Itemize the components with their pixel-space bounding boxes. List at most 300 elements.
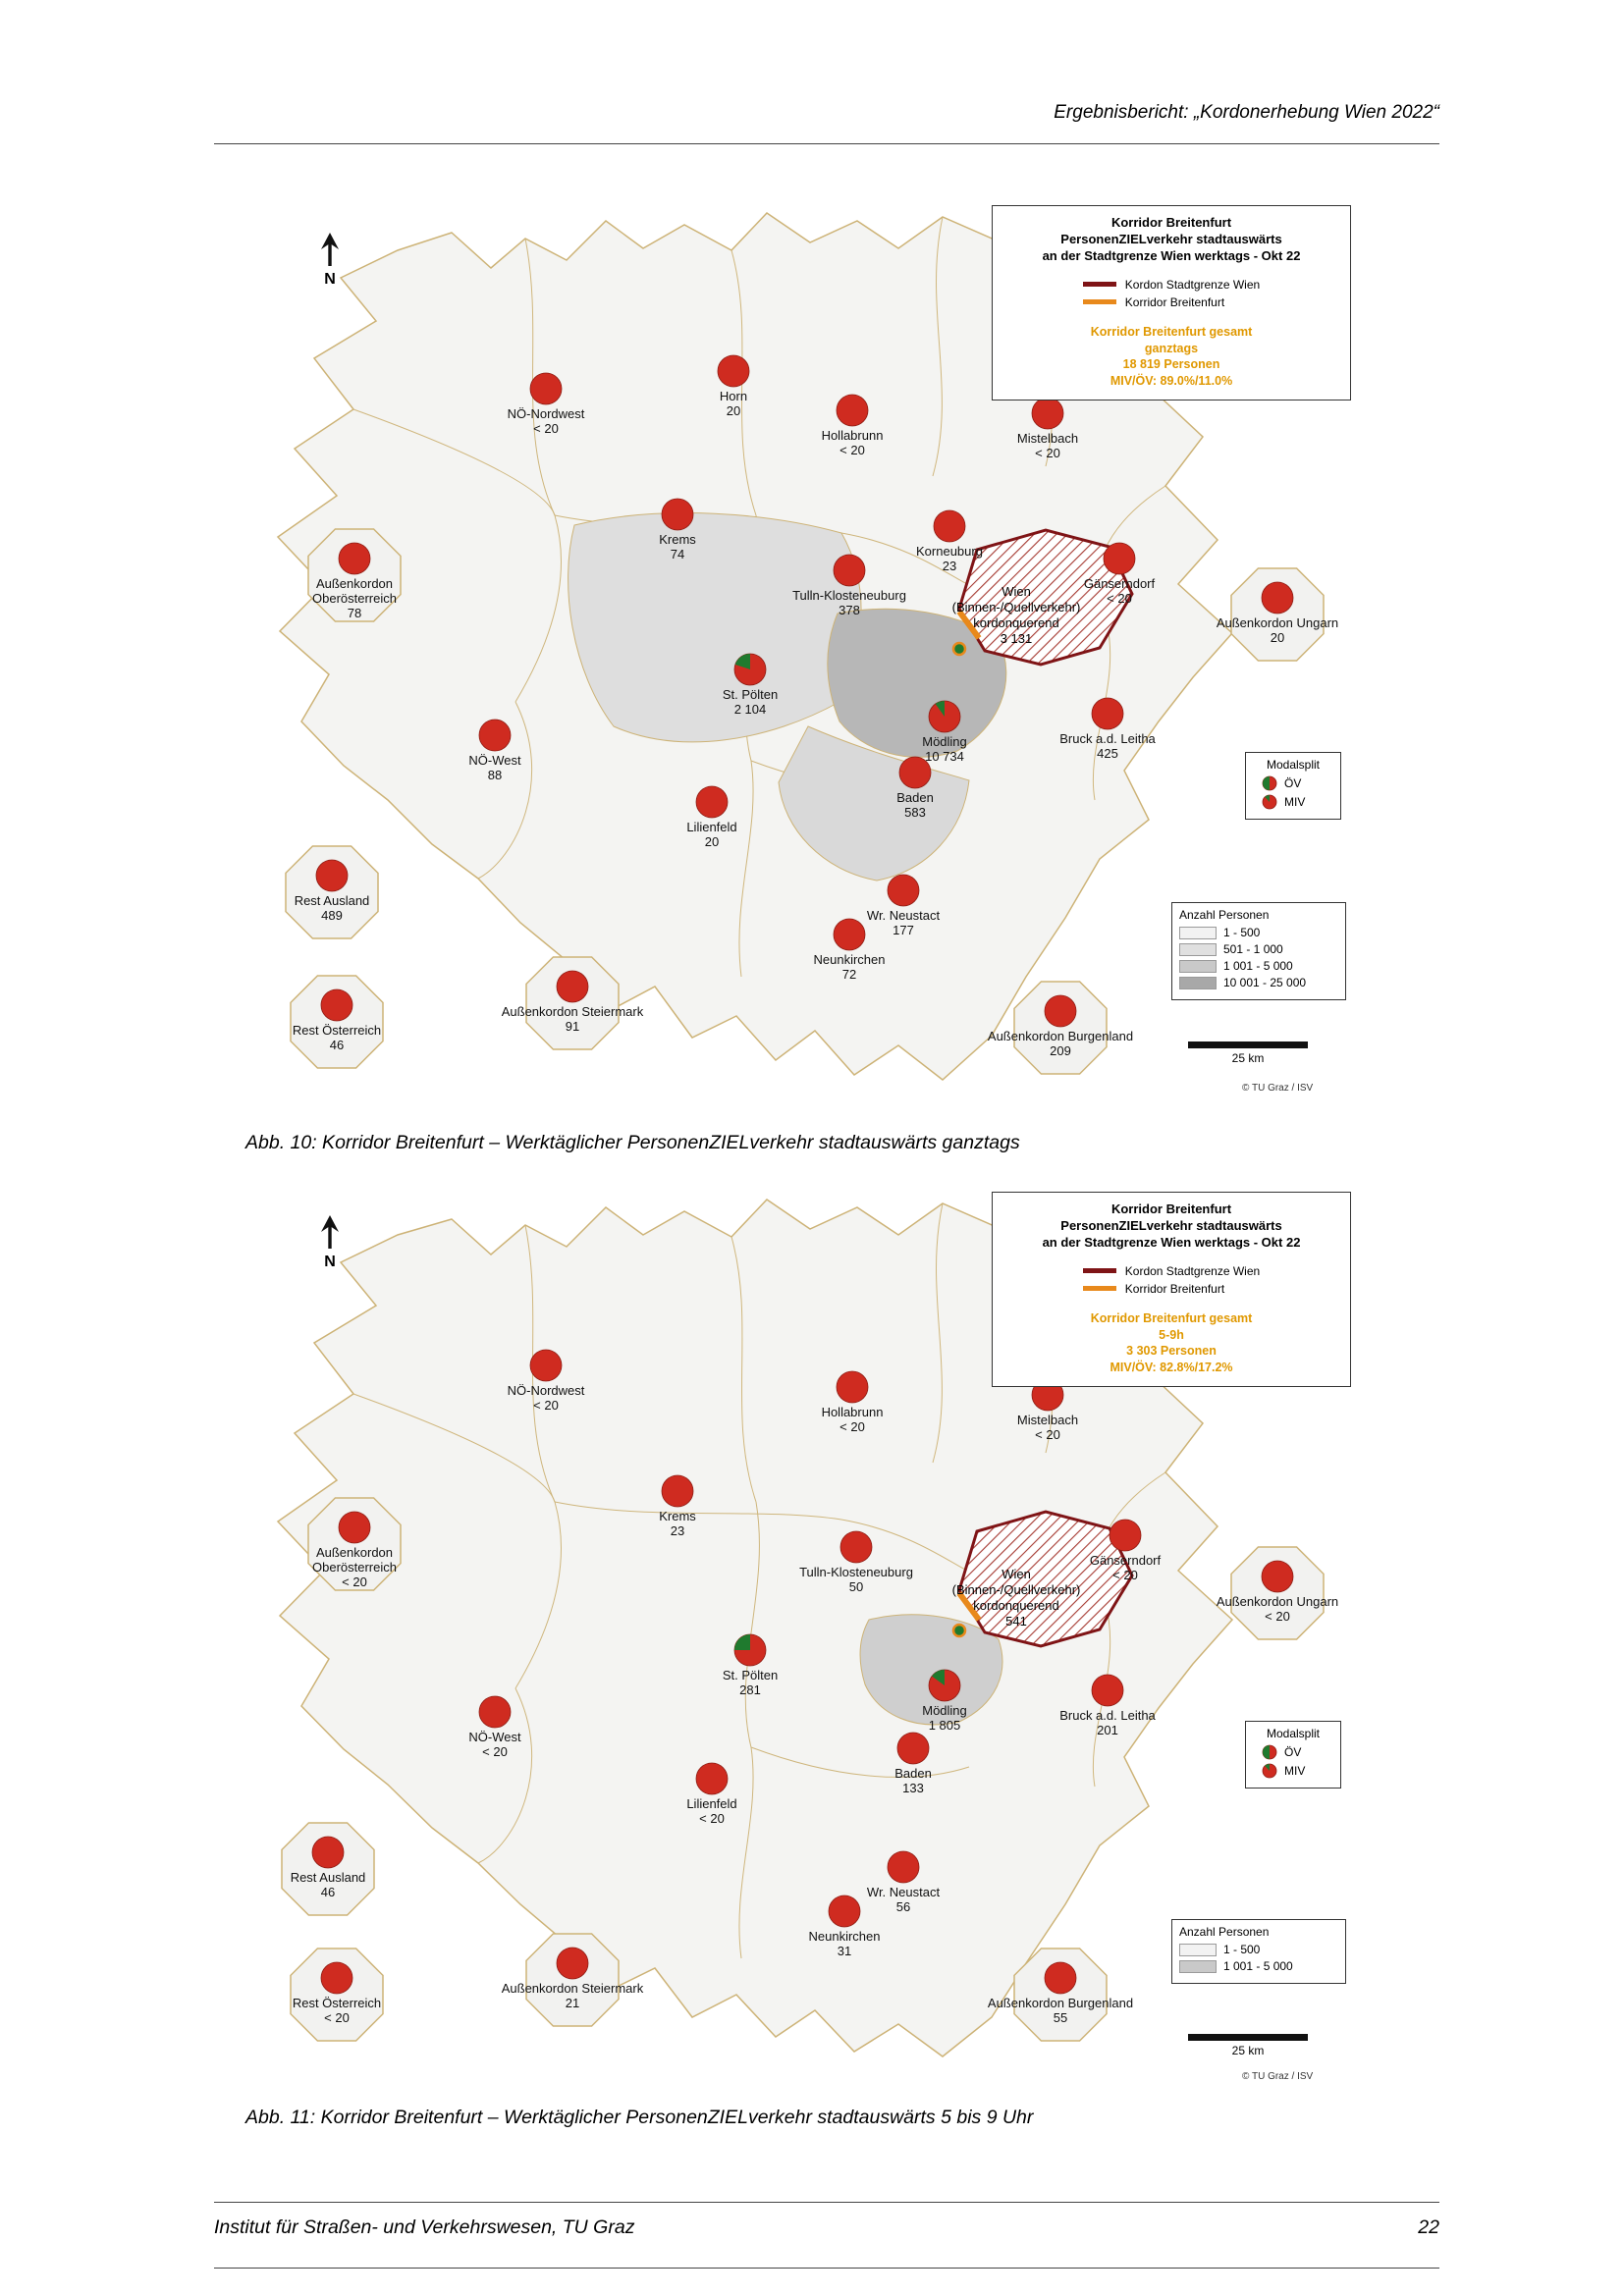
map-marker-gänserndorf — [1052, 1519, 1199, 1583]
pie-marker — [556, 1947, 589, 1980]
modalsplit-item — [1262, 794, 1336, 810]
map-copyright: © TU Graz / ISV — [1242, 1083, 1314, 1094]
map-marker-gänserndorf — [1046, 542, 1193, 607]
marker-value: < 20 — [699, 1810, 725, 1826]
scale-label: 25 km — [1231, 2044, 1265, 2057]
marker-name: Rest Ausland — [294, 893, 370, 908]
pie-marker — [1044, 994, 1077, 1028]
marker-name: Außenkordon Steiermark — [501, 1004, 644, 1019]
map-copyright: © TU Graz / ISV — [1242, 2071, 1314, 2082]
wien-label-line: Wien — [1001, 1567, 1031, 1581]
marker-value: < 20 — [839, 1418, 865, 1434]
map-marker-mistelbach — [974, 1378, 1121, 1443]
figure-caption-11: Abb. 11: Korridor Breitenfurt – Werktäglicher PersonenZIELverkehr stadtauswärts 5 bis 9 Uhr — [245, 2107, 1034, 2128]
north-arrow — [315, 1215, 345, 1271]
marker-label — [1034, 732, 1181, 762]
marker-name: Außenkordon Burgenland — [987, 1029, 1134, 1043]
map-marker-außenkordon-burgenland — [987, 1961, 1134, 2026]
marker-value: < 20 — [1035, 1426, 1060, 1442]
map-marker-außenkordon-steiermark — [499, 1947, 646, 2011]
marker-name: Baden — [896, 790, 934, 805]
marker-label — [839, 1767, 987, 1796]
marker-name: Wr. Neustact — [866, 1885, 941, 1899]
marker-label — [472, 407, 620, 437]
pie-marker — [833, 554, 866, 587]
marker-label — [263, 1024, 410, 1053]
marker-value: 23 — [670, 1522, 685, 1538]
marker-label — [783, 1566, 930, 1595]
marker-value: < 20 — [839, 442, 865, 457]
footer-rule-bottom — [214, 2268, 1439, 2269]
map-marker-mödling — [871, 1669, 1018, 1734]
marker-name: Tulln-Klosteneuburg — [799, 1565, 913, 1579]
marker-value: 78 — [347, 605, 362, 620]
marker-label — [638, 821, 785, 850]
marker-name: Außenkordon Ungarn — [1216, 615, 1339, 630]
marker-value: 20 — [726, 402, 741, 418]
map-marker-außenkordon-oberösterreich — [281, 1511, 428, 1590]
pie-marker — [320, 988, 353, 1022]
legend-summary-line: Korridor Breitenfurt gesamt — [1090, 324, 1253, 339]
marker-value: < 20 — [1112, 1567, 1138, 1582]
map-legend — [992, 205, 1351, 400]
map-marker-krems — [604, 1474, 751, 1539]
pie-marker — [338, 542, 371, 575]
pie-marker — [556, 970, 589, 1003]
map-marker-außenkordon-burgenland — [987, 994, 1134, 1059]
marker-name: NÖ-West — [468, 753, 521, 768]
modalsplit-legend — [1245, 752, 1341, 820]
legend-summary-line: 3 303 Personen — [1126, 1344, 1217, 1359]
marker-label — [987, 1030, 1134, 1059]
marker-value: 209 — [1050, 1042, 1071, 1058]
modalsplit-item — [1262, 1763, 1336, 1779]
map-marker-mistelbach — [974, 397, 1121, 461]
marker-name: NÖ-Nordwest — [507, 1383, 585, 1398]
size-class-label: 1 001 - 5 000 — [1223, 1959, 1293, 1973]
map-marker-außenkordon-ungarn — [1204, 1560, 1351, 1625]
pie-marker — [311, 1836, 345, 1869]
map-marker-rest-ausland — [258, 859, 406, 924]
legend-title-line: PersonenZIELverkehr stadtauswärts — [1060, 1217, 1282, 1233]
size-swatch — [1179, 943, 1217, 956]
marker-label — [421, 754, 568, 783]
marker-name: Gänserndorf — [1089, 1553, 1162, 1568]
size-class — [1179, 926, 1338, 939]
scale-bar-rect — [1188, 1041, 1308, 1048]
marker-label — [604, 533, 751, 562]
marker-name: Bruck a.d. Leitha — [1059, 1708, 1156, 1723]
marker-value: 2 104 — [733, 701, 767, 717]
marker-name: Rest Österreich — [292, 1996, 382, 2010]
pie-marker — [695, 785, 729, 819]
marker-label — [281, 577, 428, 621]
scale-label: 25 km — [1231, 1051, 1265, 1065]
pie-marker — [1109, 1519, 1142, 1552]
pie-marker — [828, 1895, 861, 1928]
legend-line-swatch — [1083, 1268, 1116, 1273]
marker-name: Lilienfeld — [686, 1796, 737, 1811]
scale-bar-rect — [1188, 2034, 1308, 2041]
page-footer — [214, 2216, 1439, 2239]
pie-marker — [1261, 581, 1294, 614]
map-marker-neunkirchen — [771, 1895, 918, 1959]
pie-marker — [833, 918, 866, 951]
modalsplit-rows — [1250, 1744, 1336, 1779]
marker-value: 31 — [837, 1943, 852, 1958]
marker-label — [677, 688, 824, 718]
size-class — [1179, 1959, 1338, 1973]
size-class-label: 1 001 - 5 000 — [1223, 959, 1293, 973]
marker-label — [604, 1510, 751, 1539]
marker-value: 50 — [848, 1578, 864, 1594]
map-marker-tulln-klosteneuburg — [776, 554, 923, 618]
page-header — [214, 102, 1439, 124]
map-marker-baden — [839, 1732, 987, 1796]
map-marker-rest-österreich — [263, 988, 410, 1053]
marker-value: 177 — [893, 922, 914, 937]
marker-value: 23 — [942, 558, 957, 573]
legend-summary-line: 18 819 Personen — [1122, 357, 1220, 372]
pie-marker — [1091, 1674, 1124, 1707]
marker-name: NÖ-Nordwest — [507, 406, 585, 421]
size-class-label: 10 001 - 25 000 — [1223, 976, 1307, 989]
map-marker-st-pölten — [677, 1633, 824, 1698]
pie-marker — [733, 653, 767, 686]
marker-label — [987, 1997, 1134, 2026]
wien-label-line: (Binnen-/Quellverkehr) — [951, 1581, 1081, 1597]
marker-value: 46 — [329, 1037, 345, 1052]
modalsplit-label: MIV — [1284, 795, 1306, 809]
pie-marker — [839, 1530, 873, 1564]
legend-title-line: an der Stadtgrenze Wien werktags - Okt 22 — [1042, 247, 1301, 263]
pie-marker — [661, 498, 694, 531]
marker-name: Tulln-Klosteneuburg — [792, 588, 906, 603]
map-marker-hollabrunn — [779, 1370, 926, 1435]
marker-value: 281 — [739, 1682, 761, 1697]
size-legend — [1171, 1919, 1346, 1984]
pie-marker — [836, 394, 869, 427]
marker-label — [771, 1930, 918, 1959]
marker-name: Mödling — [922, 734, 967, 749]
map-marker-hollabrunn — [779, 394, 926, 458]
marker-name: Krems — [659, 532, 696, 547]
legend-line-swatch — [1083, 1286, 1116, 1291]
legend-title-line: an der Stadtgrenze Wien werktags - Okt 22 — [1042, 1234, 1301, 1250]
legend-item — [1083, 1264, 1260, 1278]
marker-name: Bruck a.d. Leitha — [1059, 731, 1156, 746]
pie-marker — [928, 700, 961, 733]
size-legend — [1171, 902, 1346, 1000]
map-marker-außenkordon-steiermark — [499, 970, 646, 1035]
marker-value: 1 805 — [928, 1717, 961, 1733]
legend-item-label: Korridor Breitenfurt — [1124, 294, 1225, 309]
pie-marker — [338, 1511, 371, 1544]
legend-line-swatch — [1083, 282, 1116, 287]
size-legend-title: Anzahl Personen — [1179, 908, 1270, 922]
marker-name: Mistelbach — [1016, 431, 1079, 446]
size-swatch — [1179, 977, 1217, 989]
marker-value: < 20 — [533, 420, 559, 436]
map-marker-st-pölten — [677, 653, 824, 718]
map-marker-neunkirchen — [776, 918, 923, 983]
map-legend — [992, 1192, 1351, 1387]
marker-value: 46 — [320, 1884, 336, 1899]
modalsplit-pie-icon — [1262, 1763, 1277, 1779]
north-label: N — [324, 1254, 336, 1270]
marker-name: Außenkordon Steiermark — [501, 1981, 644, 1996]
marker-label — [499, 1982, 646, 2011]
legend-items — [1083, 1260, 1260, 1300]
marker-name: Baden — [894, 1766, 932, 1781]
pie-marker — [933, 509, 966, 543]
size-legend-title: Anzahl Personen — [1179, 1925, 1270, 1939]
marker-name: NÖ-West — [468, 1730, 521, 1744]
pie-marker — [1261, 1560, 1294, 1593]
modalsplit-legend — [1245, 1721, 1341, 1789]
pie-marker — [320, 1961, 353, 1995]
footer-rule-top — [214, 2202, 1439, 2203]
marker-label — [974, 1414, 1121, 1443]
size-swatch — [1179, 1960, 1217, 1973]
marker-name: Neunkirchen — [813, 952, 886, 967]
marker-value: < 20 — [1035, 445, 1060, 460]
marker-label — [1034, 1709, 1181, 1738]
marker-name: Rest Ausland — [290, 1870, 366, 1885]
north-arrow-icon — [317, 233, 343, 268]
marker-name: Außenkordon Burgenland — [987, 1996, 1134, 2010]
marker-name: St. Pölten — [722, 1668, 779, 1682]
marker-label — [776, 953, 923, 983]
size-class-label: 1 - 500 — [1223, 926, 1261, 939]
marker-label — [779, 429, 926, 458]
wien-label-line: kordonquerend — [973, 1597, 1059, 1613]
map-marker-außenkordon-ungarn — [1204, 581, 1351, 646]
marker-name: Mödling — [922, 1703, 967, 1718]
pie-marker — [661, 1474, 694, 1508]
legend-line-swatch — [1083, 299, 1116, 304]
marker-label — [638, 1797, 785, 1827]
marker-label — [1052, 1554, 1199, 1583]
size-swatch — [1179, 1944, 1217, 1956]
size-class — [1179, 959, 1338, 973]
legend-item-label: Kordon Stadtgrenze Wien — [1124, 277, 1261, 292]
marker-value: 56 — [895, 1898, 911, 1914]
map-marker-baden — [841, 756, 989, 821]
modalsplit-rows — [1250, 775, 1336, 810]
modalsplit-title: Modalsplit — [1266, 1727, 1321, 1740]
marker-value: 583 — [904, 804, 926, 820]
marker-name: Horn — [719, 389, 748, 403]
north-label: N — [324, 271, 336, 288]
pie-marker — [478, 719, 512, 752]
marker-value: 20 — [1270, 629, 1285, 645]
pie-marker — [896, 1732, 930, 1765]
map-marker-lilienfeld — [638, 1762, 785, 1827]
marker-value: 74 — [670, 546, 685, 561]
modalsplit-pie-icon — [1262, 794, 1277, 810]
pie-marker — [887, 874, 920, 907]
wien-value: 3 131 — [1000, 630, 1033, 646]
modalsplit-label: ÖV — [1284, 1745, 1302, 1759]
marker-value: < 20 — [482, 1743, 508, 1759]
marker-value: 91 — [565, 1018, 580, 1034]
marker-label — [1204, 1595, 1351, 1625]
map-marker-krems — [604, 498, 751, 562]
legend-summary — [999, 1310, 1344, 1377]
marker-value: 489 — [321, 907, 343, 923]
size-class-label: 501 - 1 000 — [1223, 942, 1283, 956]
scale-bar — [1188, 2034, 1308, 2057]
map-marker-nö-nordwest — [472, 1349, 620, 1414]
marker-label — [779, 1406, 926, 1435]
north-arrow-icon — [317, 1215, 343, 1251]
map-marker-rest-österreich — [263, 1961, 410, 2026]
marker-name: Neunkirchen — [808, 1929, 881, 1944]
wien-value: 541 — [1005, 1613, 1027, 1629]
modalsplit-pie-icon — [1262, 1744, 1277, 1760]
marker-name: Krems — [659, 1509, 696, 1523]
map-marker-lilienfeld — [638, 785, 785, 850]
legend-summary-line: 5-9h — [1159, 1327, 1184, 1342]
map-marker-bruck-a-d-leitha — [1034, 697, 1181, 762]
size-swatch — [1179, 927, 1217, 939]
wien-label-line: kordonquerend — [973, 614, 1059, 630]
legend-title — [999, 1201, 1344, 1252]
size-class — [1179, 1943, 1338, 1956]
modalsplit-label: ÖV — [1284, 776, 1302, 790]
marker-value: 21 — [565, 1995, 580, 2010]
footer-institute: Institut für Straßen- und Verkehrswesen, TU Graz — [214, 2216, 635, 2238]
marker-value: 55 — [1053, 2009, 1068, 2025]
modalsplit-item — [1262, 1744, 1336, 1760]
wien-label-line: Wien — [1001, 584, 1031, 599]
marker-value: 72 — [841, 966, 857, 982]
marker-label — [281, 1546, 428, 1590]
legend-item — [1083, 278, 1260, 292]
modalsplit-title: Modalsplit — [1266, 758, 1321, 772]
pie-marker — [717, 354, 750, 388]
legend-item-label: Korridor Breitenfurt — [1124, 1281, 1225, 1296]
modalsplit-pie-icon — [1262, 775, 1277, 791]
marker-name: Mistelbach — [1016, 1413, 1079, 1427]
map-marker-mödling — [871, 700, 1018, 765]
marker-value: < 20 — [1265, 1608, 1290, 1624]
marker-value: 425 — [1097, 745, 1118, 761]
pie-marker — [529, 372, 563, 405]
legend-items — [1083, 274, 1260, 313]
marker-name: Hollabrunn — [821, 1405, 884, 1419]
marker-value: < 20 — [1107, 590, 1132, 606]
legend-title — [999, 215, 1344, 265]
marker-name: Gänserndorf — [1083, 576, 1156, 591]
marker-label — [1204, 616, 1351, 646]
marker-value: < 20 — [324, 2009, 350, 2025]
pie-marker — [1031, 397, 1064, 430]
pie-marker — [836, 1370, 869, 1404]
marker-name: Rest Österreich — [292, 1023, 382, 1038]
header-title: Ergebnisbericht: „Kordonerhebung Wien 2022“ — [1054, 102, 1439, 123]
legend-summary-line: Korridor Breitenfurt gesamt — [1090, 1310, 1253, 1325]
legend-title-line: PersonenZIELverkehr stadtauswärts — [1060, 231, 1282, 246]
pie-marker — [478, 1695, 512, 1729]
marker-value: < 20 — [342, 1574, 367, 1589]
legend-summary-line: MIV/ÖV: 82.8%/17.2% — [1110, 1361, 1233, 1375]
marker-name: Hollabrunn — [821, 428, 884, 443]
marker-value: 133 — [902, 1780, 924, 1795]
marker-value: 201 — [1097, 1722, 1118, 1737]
marker-name: Außenkordon Oberösterreich — [312, 576, 397, 606]
marker-label — [776, 589, 923, 618]
marker-label — [974, 432, 1121, 461]
marker-value: 20 — [704, 833, 720, 849]
pie-marker — [315, 859, 349, 892]
marker-label — [499, 1005, 646, 1035]
pie-marker — [695, 1762, 729, 1795]
modalsplit-label: MIV — [1284, 1764, 1306, 1778]
size-class — [1179, 976, 1338, 989]
marker-value: 10 734 — [925, 748, 964, 764]
map-marker-rest-ausland — [254, 1836, 402, 1900]
pie-marker — [1044, 1961, 1077, 1995]
size-swatch — [1179, 960, 1217, 973]
footer-page-number: 22 — [1418, 2216, 1439, 2238]
marker-name: Wr. Neustact — [866, 908, 941, 923]
figure-caption-10: Abb. 10: Korridor Breitenfurt – Werktäglicher PersonenZIELverkehr stadtauswärts ganztags — [245, 1132, 1020, 1153]
marker-label — [677, 1669, 824, 1698]
marker-value: 88 — [487, 767, 503, 782]
size-legend-rows — [1179, 1943, 1338, 1973]
marker-value: 378 — [839, 602, 860, 617]
map-marker-tulln-klosteneuburg — [783, 1530, 930, 1595]
size-legend-rows — [1179, 926, 1338, 989]
marker-label — [263, 1997, 410, 2026]
pie-marker — [529, 1349, 563, 1382]
marker-name: Außenkordon Oberösterreich — [312, 1545, 397, 1575]
pie-marker — [887, 1850, 920, 1884]
marker-value: < 20 — [533, 1397, 559, 1413]
header-rule — [214, 143, 1439, 144]
marker-label — [841, 791, 989, 821]
pie-marker — [733, 1633, 767, 1667]
pie-marker — [928, 1669, 961, 1702]
map-marker-nö-nordwest — [472, 372, 620, 437]
modalsplit-item — [1262, 775, 1336, 791]
pie-marker — [898, 756, 932, 789]
marker-name: St. Pölten — [722, 687, 779, 702]
marker-name: Außenkordon Ungarn — [1216, 1594, 1339, 1609]
marker-label — [421, 1731, 568, 1760]
legend-item — [1083, 1282, 1260, 1296]
map-marker-nö-west — [421, 1695, 568, 1760]
map-marker-bruck-a-d-leitha — [1034, 1674, 1181, 1738]
size-class-label: 1 - 500 — [1223, 1943, 1261, 1956]
pie-marker — [1091, 697, 1124, 730]
marker-label — [871, 1704, 1018, 1734]
marker-name: Korneuburg — [916, 544, 983, 559]
map-figure-2 — [221, 1178, 1365, 2091]
legend-summary-line: MIV/ÖV: 89.0%/11.0% — [1110, 374, 1233, 389]
legend-item-label: Kordon Stadtgrenze Wien — [1124, 1263, 1261, 1278]
legend-summary — [999, 324, 1344, 391]
map-marker-außenkordon-oberösterreich — [281, 542, 428, 621]
marker-label — [1046, 577, 1193, 607]
scale-bar — [1188, 1041, 1308, 1065]
wien-label-line: (Binnen-/Quellverkehr) — [951, 599, 1081, 614]
marker-label — [258, 894, 406, 924]
north-arrow — [315, 233, 345, 289]
map-marker-nö-west — [421, 719, 568, 783]
